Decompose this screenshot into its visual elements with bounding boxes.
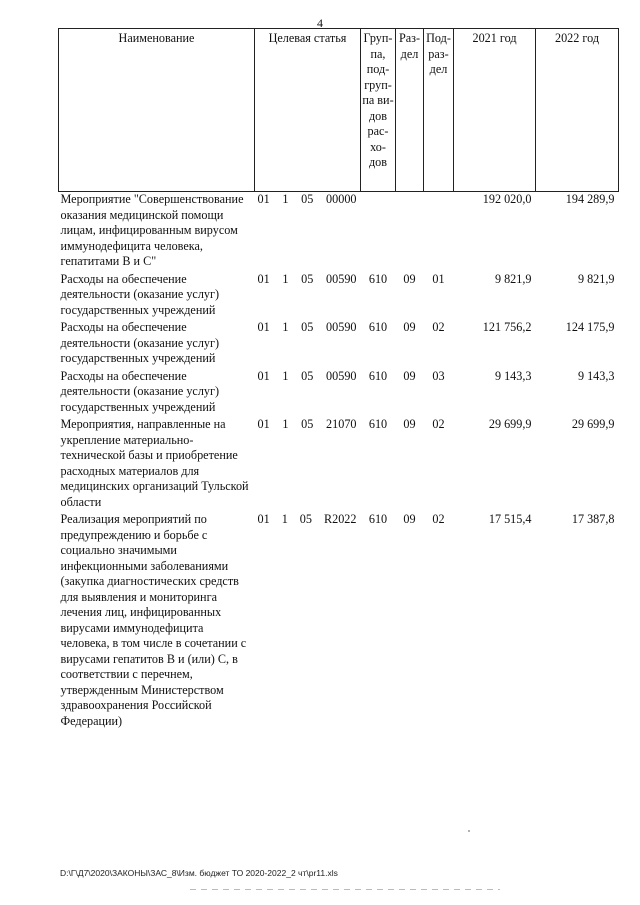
header-group: Груп-па, под-груп-па ви-дов рас-хо-дов	[361, 29, 396, 192]
table-row	[59, 417, 619, 512]
row-section: 09	[403, 320, 416, 334]
target-code-part: 05	[299, 512, 312, 526]
table-row	[59, 369, 619, 418]
row-name: Расходы на обеспечение деятельности (оказание услуг) государственных учреждений	[60, 320, 220, 365]
target-code-part: 1	[282, 320, 289, 334]
target-code-part: 05	[301, 271, 314, 286]
row-2021: 9 821,9	[494, 271, 532, 286]
target-code-part: 01	[257, 512, 270, 526]
row-2021: 192 020,0	[482, 192, 532, 206]
header-name: Наименование	[59, 29, 255, 192]
row-name: Расходы на обеспечение деятельности (оказание услуг) государственных учреждений	[60, 368, 220, 414]
row-subsection: 02	[432, 320, 445, 334]
row-group: 610	[368, 271, 388, 286]
target-code-part: 01	[257, 417, 270, 431]
row-section: 09	[403, 417, 416, 431]
target-code-part: 1	[282, 271, 289, 286]
row-2022: 29 699,9	[571, 417, 615, 431]
row-2022: 17 387,8	[571, 512, 615, 526]
table-row	[59, 192, 619, 272]
target-code-part: 01	[257, 320, 270, 334]
row-section	[396, 192, 424, 272]
row-2021: 17 515,4	[488, 512, 532, 526]
target-code-part: 01	[257, 271, 270, 286]
row-target-code	[255, 320, 361, 369]
file-path-footer: D:\Г\Д7\2020\ЗАКОНЫ\ЗАС_8\Изм. бюджет ТО 2020-2022_2 чт\pr11.xls	[60, 868, 338, 878]
row-target-code	[255, 369, 361, 418]
row-section: 09	[403, 271, 416, 286]
row-group: 610	[368, 512, 388, 526]
row-name: Реализация мероприятий по предупреждению и борьбе с социально значимыми инфекционными заболеваниями (закупка диагностических средств для выявления и мониторинга лечения лиц, инфицированных вирусами иммунодефицита человека, в том числе в сочетании с вирусами гепатитов В и (или) С, в соответствии с перечнем, утвержденным Министерством здравоохранения Российской Федерации)	[60, 512, 247, 728]
row-subsection: 02	[432, 512, 445, 526]
row-2022: 9 821,9	[577, 271, 615, 286]
row-section: 09	[403, 512, 416, 526]
budget-table	[58, 28, 619, 731]
target-code-part: 01	[257, 192, 270, 206]
target-code-part: 00590	[326, 320, 357, 334]
row-group: 610	[368, 368, 388, 383]
target-code-part: 00000	[326, 192, 357, 206]
header-2021: 2021 год	[454, 29, 536, 192]
row-section: 09	[403, 368, 416, 383]
row-group: 610	[368, 417, 388, 431]
row-subsection	[424, 192, 454, 272]
table-row	[59, 320, 619, 369]
target-code-part: 00590	[326, 271, 357, 286]
target-code-part: 1	[282, 417, 289, 431]
row-2022: 9 143,3	[577, 368, 615, 383]
row-2022: 194 289,9	[565, 192, 615, 206]
row-2021: 9 143,3	[494, 368, 532, 383]
table-row	[59, 272, 619, 321]
target-code-part: 05	[301, 192, 314, 206]
row-name: Мероприятие "Совершенствование оказания медицинской помощи лицам, инфицированным вирусом иммунодефицита человека, гепатитами В и С"	[60, 192, 244, 268]
target-code-part: 05	[301, 368, 314, 383]
target-code-part: 01	[257, 368, 270, 383]
row-2021: 121 756,2	[482, 320, 532, 334]
row-group	[361, 192, 396, 272]
row-target-code	[255, 272, 361, 321]
target-code-part: 05	[301, 417, 314, 431]
row-2021: 29 699,9	[488, 417, 532, 431]
row-target-code	[255, 417, 361, 512]
row-subsection: 03	[432, 368, 445, 383]
row-target-code	[255, 192, 361, 272]
target-code-part: 21070	[326, 417, 357, 431]
page-number: 4	[317, 16, 323, 30]
header-target: Целевая статья	[255, 29, 361, 192]
row-subsection: 01	[432, 271, 445, 286]
row-target-code	[255, 512, 361, 731]
row-name: Мероприятия, направленные на укрепление материально-технической базы и приобретение расходных материалов для медицинских организаций Тульской области	[60, 417, 249, 509]
target-code-part: 05	[301, 320, 314, 334]
row-group: 610	[368, 320, 388, 334]
target-code-part: R2022	[323, 512, 357, 526]
row-name: Расходы на обеспечение деятельности (оказание услуг) государственных учреждений	[60, 271, 220, 317]
table-row	[59, 512, 619, 731]
scan-artifact	[190, 889, 500, 890]
header-2022: 2022 год	[536, 29, 619, 192]
row-subsection: 02	[432, 417, 445, 431]
target-code-part: 1	[282, 192, 289, 206]
target-code-part: 1	[281, 512, 288, 526]
scan-dot	[468, 830, 470, 832]
header-section: Раз-дел	[396, 29, 424, 192]
header-subsection: Под-раз-дел	[424, 29, 454, 192]
target-code-part: 00590	[326, 368, 357, 383]
table-header-row	[59, 29, 619, 192]
row-2022: 124 175,9	[565, 320, 615, 334]
target-code-part: 1	[282, 368, 289, 383]
